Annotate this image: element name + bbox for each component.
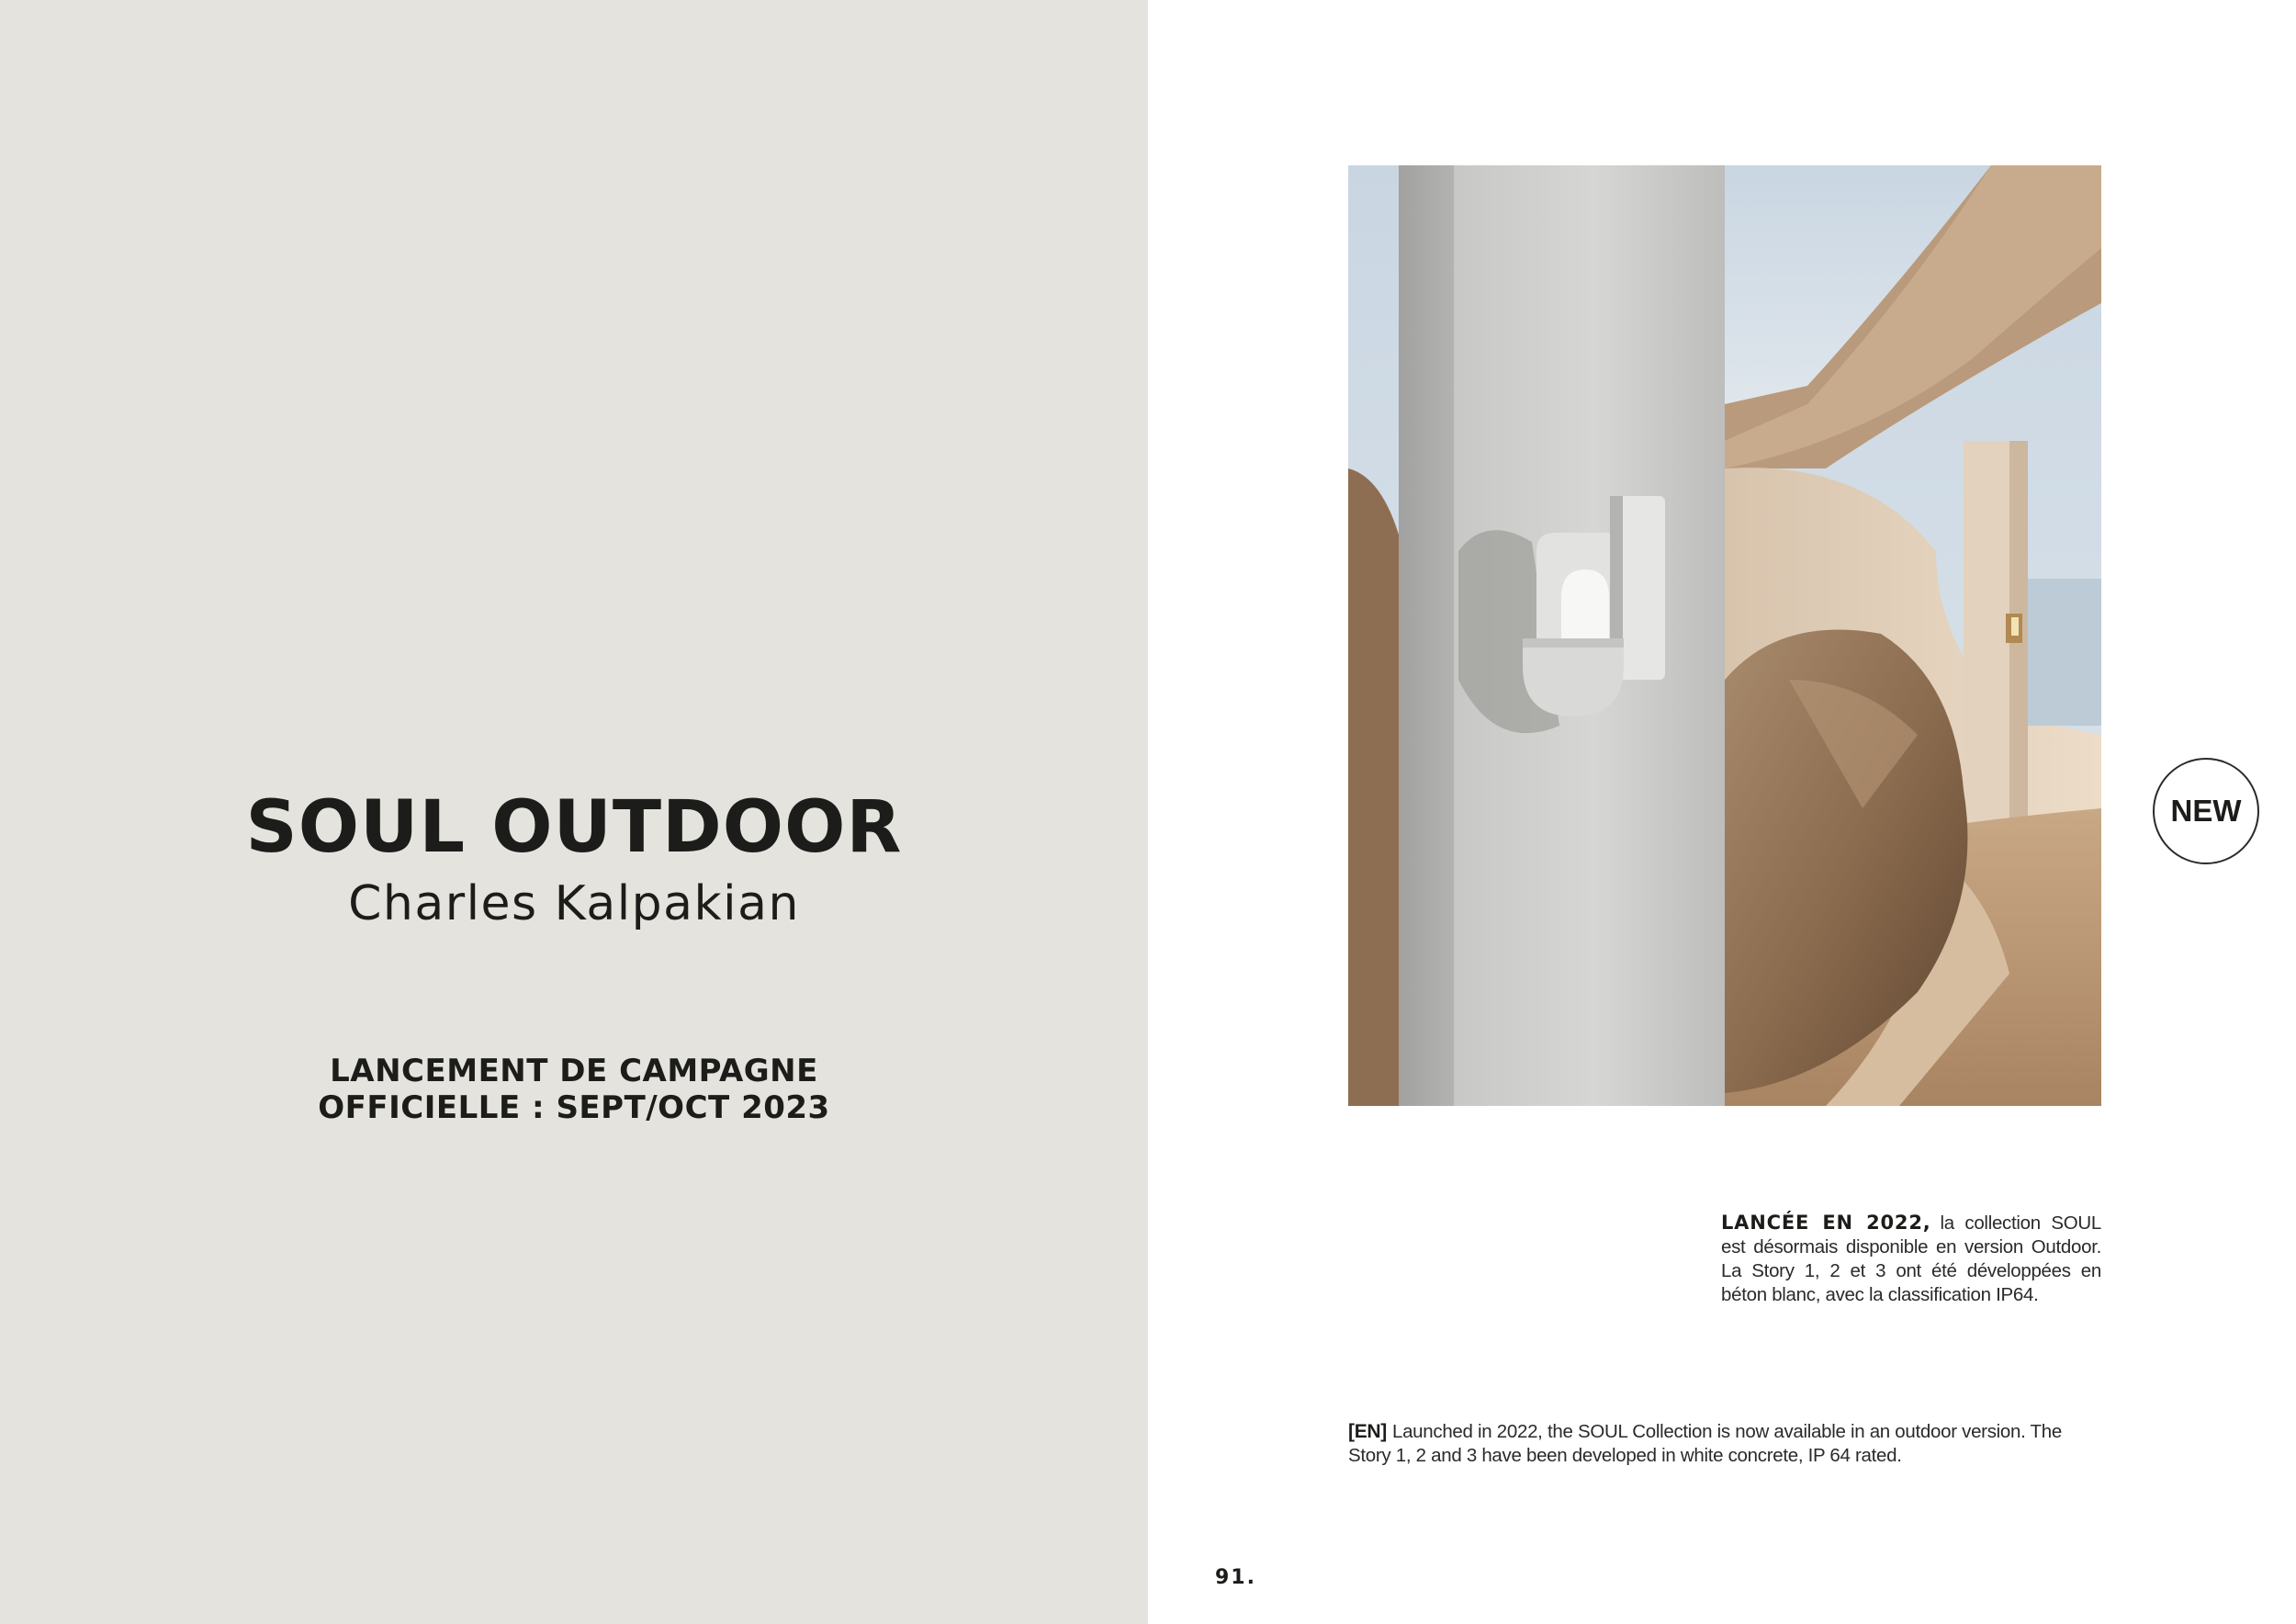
english-body: Launched in 2022, the SOUL Collection is now available in an outdoor version. The Story 1, 2 and 3 have been developed in white concrete, IP 64 rated. [1348, 1421, 2062, 1466]
designer-name: Charles Kalpakian [348, 876, 800, 931]
launch-line-2: OFFICIELLE : SEPT/OCT 2023 [318, 1089, 830, 1126]
launch-announcement [0, 1053, 1148, 1126]
product-title: SOUL OUTDOOR [245, 786, 903, 869]
new-badge: NEW [2153, 758, 2259, 864]
english-description [1348, 1420, 2101, 1468]
product-photo [1348, 165, 2101, 1106]
french-lead: LANCÉE EN 2022, [1721, 1212, 1931, 1234]
french-description [1721, 1211, 2101, 1307]
french-body: la collection SOUL est désormais disponible en version Outdoor. La Story 1, 2 et 3 ont été développées en béton blanc, avec la classification IP64. [1721, 1212, 2101, 1305]
english-lead: [EN] [1348, 1421, 1387, 1442]
launch-line-1: LANCEMENT DE CAMPAGNE [330, 1053, 818, 1089]
page-number: 91. [1215, 1566, 1256, 1589]
